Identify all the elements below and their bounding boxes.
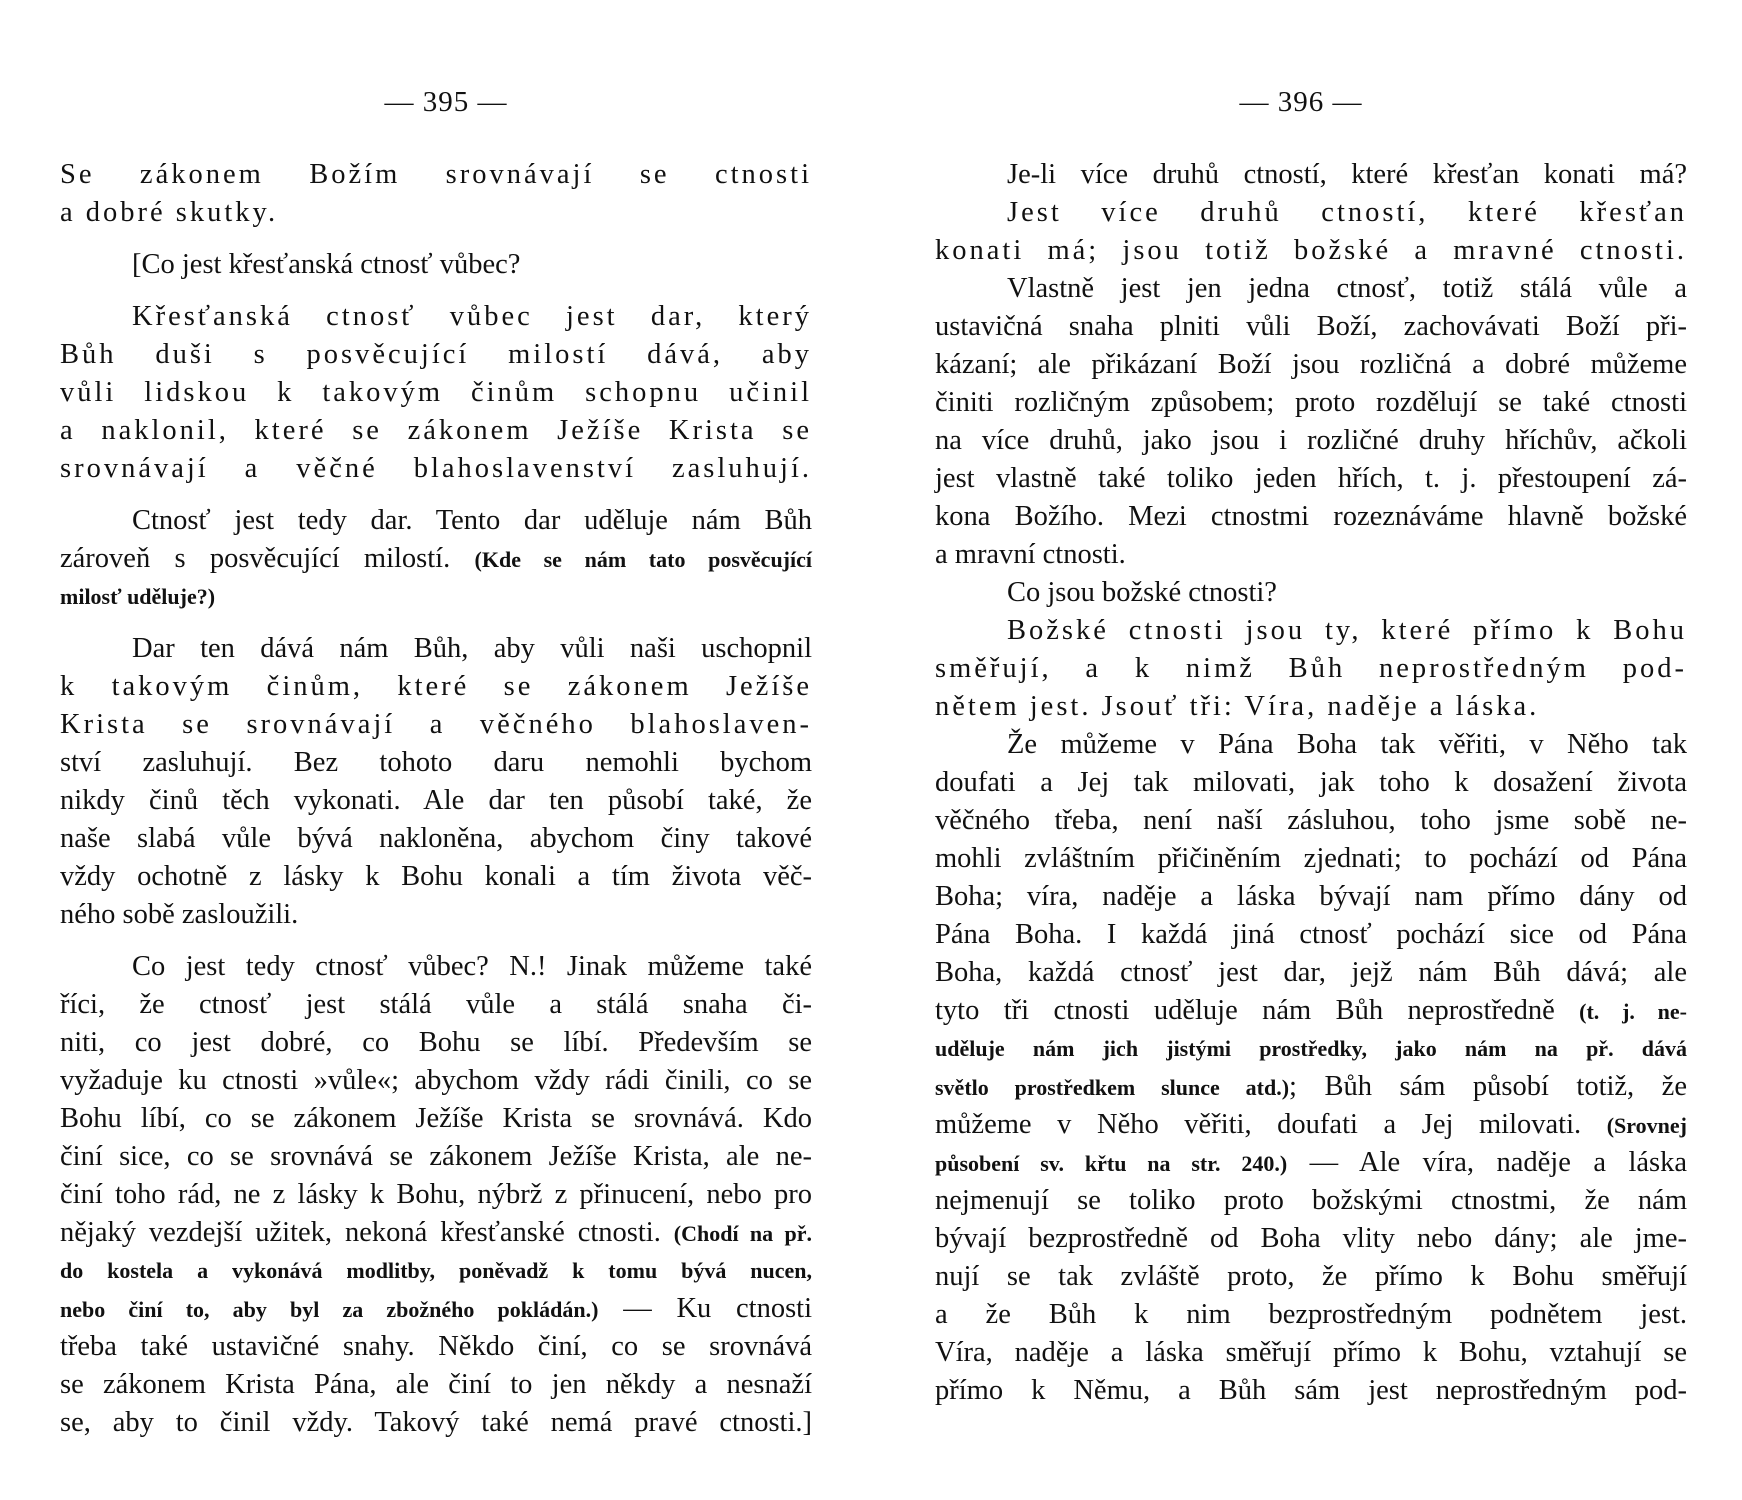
text-line: Božské ctnosti jsou ty, které přímo k Bohu (1007, 615, 1687, 646)
note-run: (Srovnej (1606, 1113, 1687, 1138)
text-line: mohli zvláštním přičiněním zjednati; to pochází od Pána (935, 843, 1687, 874)
page-text (60, 156, 812, 1442)
text-line: nejmenují se toliko proto božskými ctnostmi, že nám (935, 1185, 1687, 1216)
text-line: jest vlastně také toliko jeden hřích, t. j. přestoupení zá- (935, 463, 1687, 494)
text-line: nují se tak zvláště proto, že přímo k Bohu směřují (935, 1261, 1687, 1292)
text-line (935, 992, 1687, 1030)
text-line: Krista se srovnávají a věčného blahoslaven- (60, 709, 812, 740)
text-line: Pána Boha. I každá jiná ctnosť pochází sice od Pána (935, 919, 1687, 950)
text-line: směřují, a k nimž Bůh neprostředným pod- (935, 653, 1687, 684)
text-line: Se zákonem Božím srovnávají se ctnosti (60, 159, 812, 190)
text-line: konati má; jsou totiž božské a mravné ctnosti. (935, 235, 1687, 266)
note-run: světlo prostředkem slunce atd.) (935, 1075, 1290, 1100)
text-line: nětem jest. Jsouť tři: Víra, naděje a láska. (935, 691, 1540, 722)
text-line: ství zasluhují. Bez tohoto daru nemohli bychom (60, 747, 812, 778)
text-line: činí sice, co se srovnává se zákonem Ježíše Krista, ale ne- (60, 1141, 812, 1172)
text-line: bývají bezprostředně od Boha vlity nebo dány; ale jme- (935, 1223, 1687, 1254)
note-run: (Kde se nám tato posvěcující (474, 547, 812, 572)
text-run: ; Bůh sám působí totiž, že (1289, 1071, 1687, 1102)
text-line: Co jsou božské ctnosti? (1007, 577, 1277, 608)
text-line: vždy ochotně z lásky k Bohu konali a tím života věč- (60, 861, 812, 892)
text-line: Ctnosť jest tedy dar. Tento dar uděluje nám Bůh (132, 505, 812, 536)
text-run: zároveň s posvěcující milostí. (60, 543, 451, 574)
text-line: nikdy činů těch vykonati. Ale dar ten působí také, že (60, 785, 812, 816)
right-page (935, 0, 1687, 1410)
text-line: niti, co jest dobré, co Bohu se líbí. Především se (60, 1027, 812, 1058)
page-text (935, 156, 1687, 1410)
text-line: Vlastně jest jen jedna ctnosť, totiž stálá vůle a (1007, 273, 1687, 304)
text-line: Bohu líbí, co se zákonem Ježíše Krista se srovnává. Kdo (60, 1103, 812, 1134)
text-line (60, 540, 812, 578)
text-line: k takovým činům, které se zákonem Ježíše (60, 671, 812, 702)
note-line: milosť uděluje?) (60, 584, 216, 609)
text-line: vyžaduje ku ctnosti »vůle«; abychom vždy rádi činili, co se (60, 1065, 812, 1096)
text-line: Dar ten dává nám Bůh, aby vůli naši uschopnil (132, 633, 812, 664)
text-line: a že Bůh k nim bezprostředným podnětem jest. (935, 1299, 1687, 1330)
text-line: [Co jest křesťanská ctnosť vůbec? (132, 249, 521, 280)
text-line (60, 1290, 812, 1328)
text-line: činí toho rád, ne z lásky k Bohu, nýbrž z přinucení, nebo pro (60, 1179, 812, 1210)
text-run: tyto tři ctnosti uděluje nám Bůh neprostředně (935, 995, 1555, 1026)
text-line: Křesťanská ctnosť vůbec jest dar, který (132, 301, 812, 332)
text-line: přímo k Němu, a Bůh sám jest neprostředným pod- (935, 1375, 1687, 1406)
text-line: a naklonil, které se zákonem Ježíše Krista se (60, 415, 812, 446)
text-line: Bůh duši s posvěcující milostí dává, aby (60, 339, 812, 370)
text-line: se zákonem Krista Pána, ale činí to jen někdy a nesnaží (60, 1369, 812, 1400)
text-line: se, aby to činil vždy. Takový také nemá pravé ctnosti.] (60, 1407, 812, 1438)
page-number: — 395 — (384, 86, 508, 118)
left-page (60, 0, 812, 1442)
note-run: nebo činí to, aby byl za zbožného pokládán.) (60, 1297, 599, 1322)
text-line: Boha, každá ctnosť jest dar, jejž nám Bůh dává; ale (935, 957, 1687, 988)
text-line: kázaní; ale přikázaní Boží jsou rozličná a dobré můžeme (935, 349, 1687, 380)
text-run: nějaký vezdejší užitek, nekoná křesťanské ctnosti. (60, 1217, 661, 1248)
text-line: Jest více druhů ctností, které křesťan (1007, 197, 1687, 228)
text-run: — Ku ctnosti (623, 1293, 813, 1324)
text-line: doufati a Jej tak milovati, jak toho k dosažení života (935, 767, 1687, 798)
text-line: Co jest tedy ctnosť vůbec? N.! Jinak můžeme také (132, 951, 812, 982)
text-run: — Ale víra, naděje a láska (1309, 1147, 1688, 1178)
text-line: třeba také ustavičné snahy. Někdo činí, co se srovnává (60, 1331, 812, 1362)
note-line: uděluje nám jich jistými prostředky, jako nám na př. dává (935, 1036, 1687, 1061)
text-line: naše slabá vůle bývá nakloněna, abychom činy takové (60, 823, 812, 854)
text-line: srovnávají a věčné blahoslavenství zasluhují. (60, 453, 812, 484)
text-line: a mravní ctnosti. (935, 539, 1126, 570)
page-number: — 396 — (1239, 86, 1363, 118)
text-line (935, 1144, 1687, 1182)
text-line (60, 1214, 812, 1252)
text-line: a dobré skutky. (60, 197, 279, 228)
note-run: působení sv. křtu na str. 240.) (935, 1151, 1288, 1176)
text-line (935, 1106, 1687, 1144)
text-line: říci, že ctnosť jest stálá vůle a stálá snaha či- (60, 989, 812, 1020)
note-run: (t. j. ne- (1579, 999, 1688, 1024)
text-run: můžeme v Něho věřiti, doufati a Jej milovati. (935, 1109, 1582, 1140)
text-line: vůli lidskou k takovým činům schopnu učinil (60, 377, 812, 408)
text-line: činiti rozličným způsobem; proto rozdělují se také ctnosti (935, 387, 1687, 418)
text-line: na více druhů, jako jsou i rozličné druhy hříchův, ačkoli (935, 425, 1687, 456)
text-line: ného sobě zasloužili. (60, 899, 299, 930)
text-line: Víra, naděje a láska směřují přímo k Bohu, vztahují se (935, 1337, 1687, 1368)
text-line: Boha; víra, naděje a láska bývají nam přímo dány od (935, 881, 1687, 912)
text-line (935, 1068, 1687, 1106)
note-line: do kostela a vykonává modlitby, poněvadž k tomu bývá nucen, (60, 1258, 812, 1283)
text-line: kona Božího. Mezi ctnostmi rozeznáváme hlavně božské (935, 501, 1687, 532)
text-line: Že můžeme v Pána Boha tak věřiti, v Něho tak (1007, 729, 1687, 760)
note-run: (Chodí na př. (673, 1221, 812, 1246)
text-line: Je-li více druhů ctností, které křesťan konati má? (1007, 159, 1687, 190)
text-line: věčného třeba, není naší zásluhou, toho jsme sobě ne- (935, 805, 1687, 836)
text-line: ustavičná snaha plniti vůli Boží, zachovávati Boží při- (935, 311, 1687, 342)
